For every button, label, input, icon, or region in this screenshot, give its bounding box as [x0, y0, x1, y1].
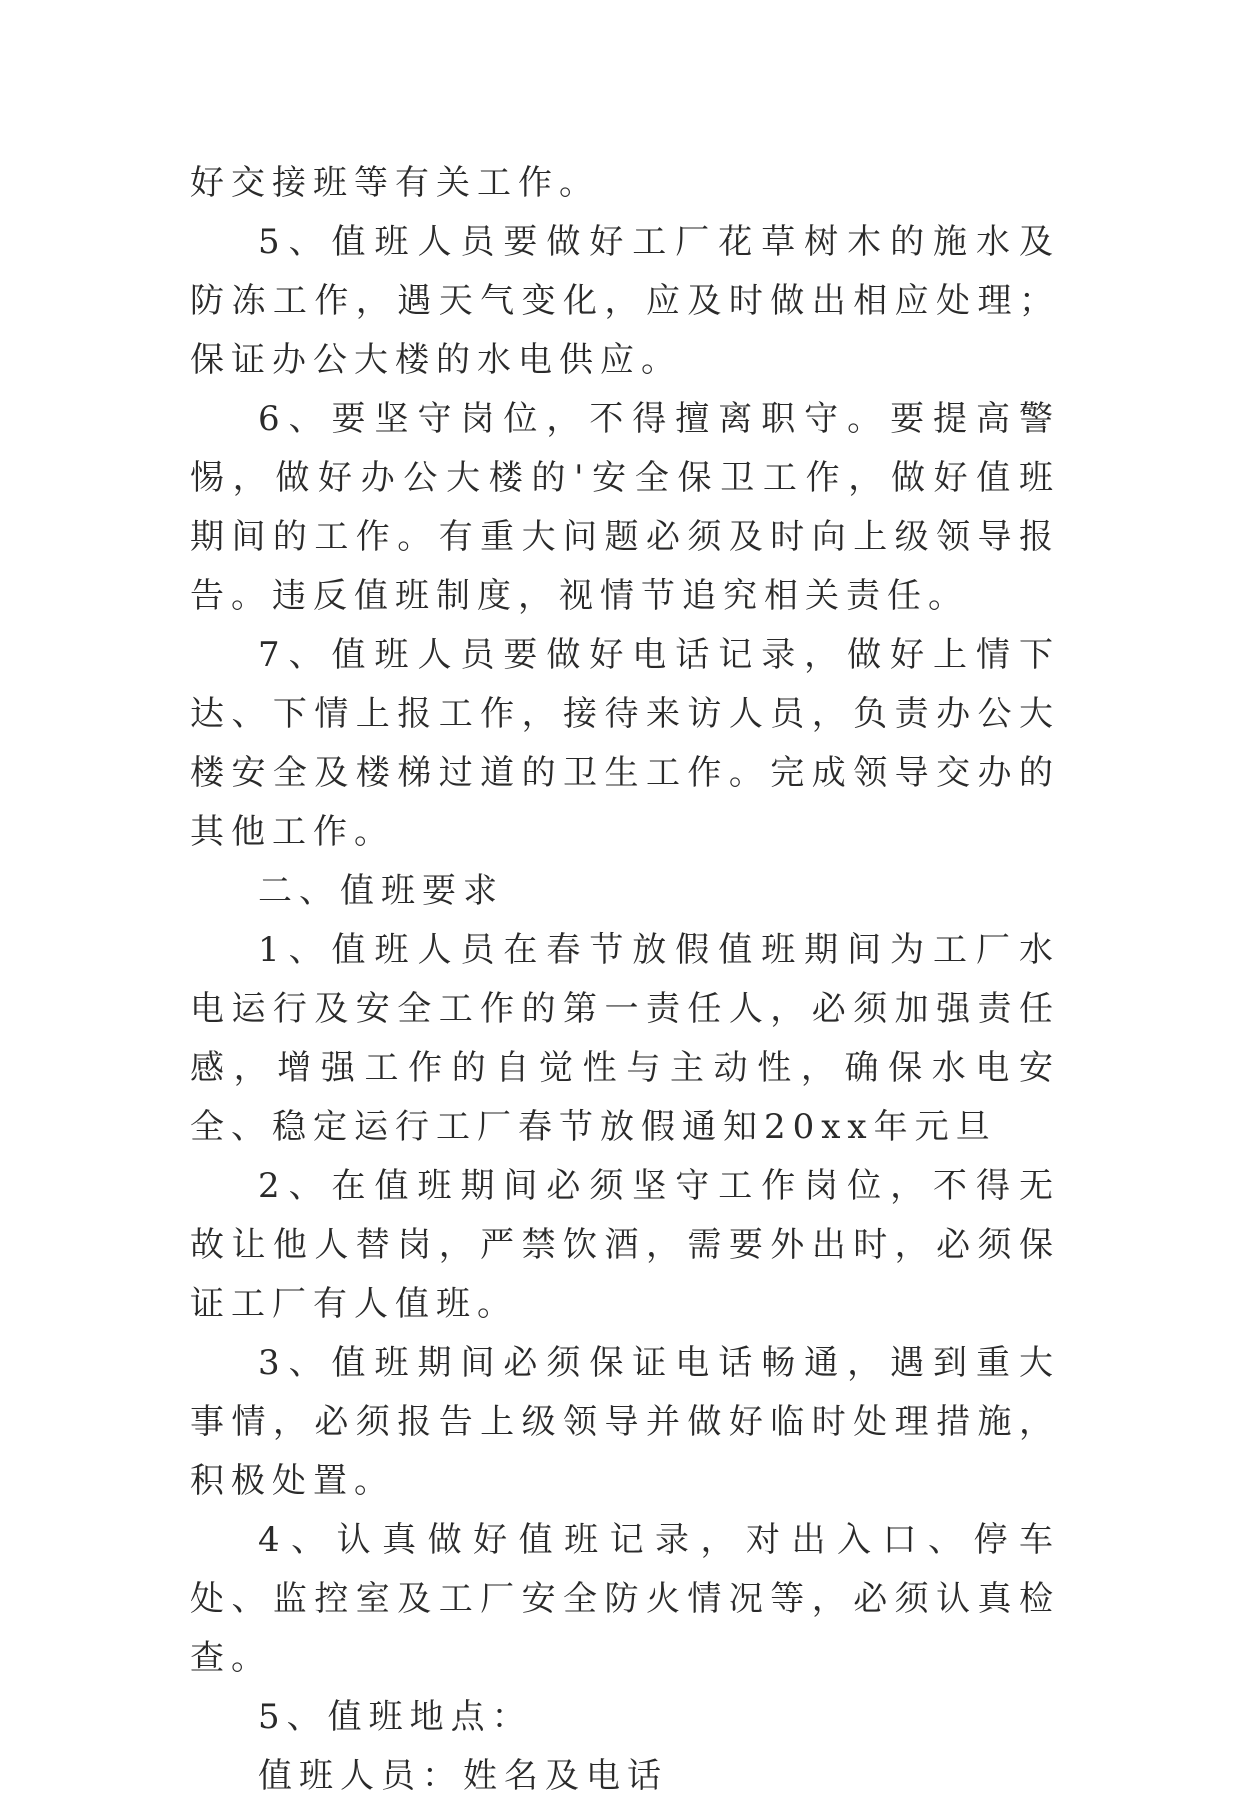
paragraph-requirement-3: 3、值班期间必须保证电话畅通，遇到重大事情，必须报告上级领导并做好临时处理措施，积极处置。 [190, 1343, 1060, 1501]
section-heading-requirements: 二、值班要求 [258, 871, 504, 911]
document-body [190, 154, 1060, 1806]
paragraph-requirement-2: 2、在值班期间必须坚守工作岗位，不得无故让他人替岗，严禁饮酒，需要外出时，必须保证工厂有人值班。 [190, 1166, 1060, 1324]
paragraph-continuation: 好交接班等有关工作。 [190, 163, 600, 203]
paragraph-item-6-security: 6、要坚守岗位，不得擅离职守。要提高警惕，做好办公大楼的'安全保卫工作，做好值班期间的工作。有重大问题必须及时向上级领导报告。违反值班制度，视情节追究相关责任。 [190, 399, 1060, 616]
paragraph-duty-staff: 值班人员：姓名及电话 [258, 1756, 668, 1796]
paragraph-requirement-4: 4、认真做好值班记录，对出入口、停车处、监控室及工厂安全防火情况等，必须认真检查。 [190, 1520, 1060, 1678]
paragraph-item-7-phone: 7、值班人员要做好电话记录，做好上情下达、下情上报工作，接待来访人员，负责办公大楼安全及楼梯过道的卫生工作。完成领导交办的其他工作。 [190, 635, 1060, 852]
paragraph-item-5-plants: 5、值班人员要做好工厂花草树木的施水及防冻工作，遇天气变化，应及时做出相应处理；保证办公大楼的水电供应。 [190, 222, 1060, 380]
paragraph-requirement-5: 5、值班地点： [258, 1697, 533, 1737]
paragraph-requirement-1: 1、值班人员在春节放假值班期间为工厂水电运行及安全工作的第一责任人，必须加强责任感，增强工作的自觉性与主动性，确保水电安全、稳定运行工厂春节放假通知20xx年元旦 [190, 930, 1060, 1147]
